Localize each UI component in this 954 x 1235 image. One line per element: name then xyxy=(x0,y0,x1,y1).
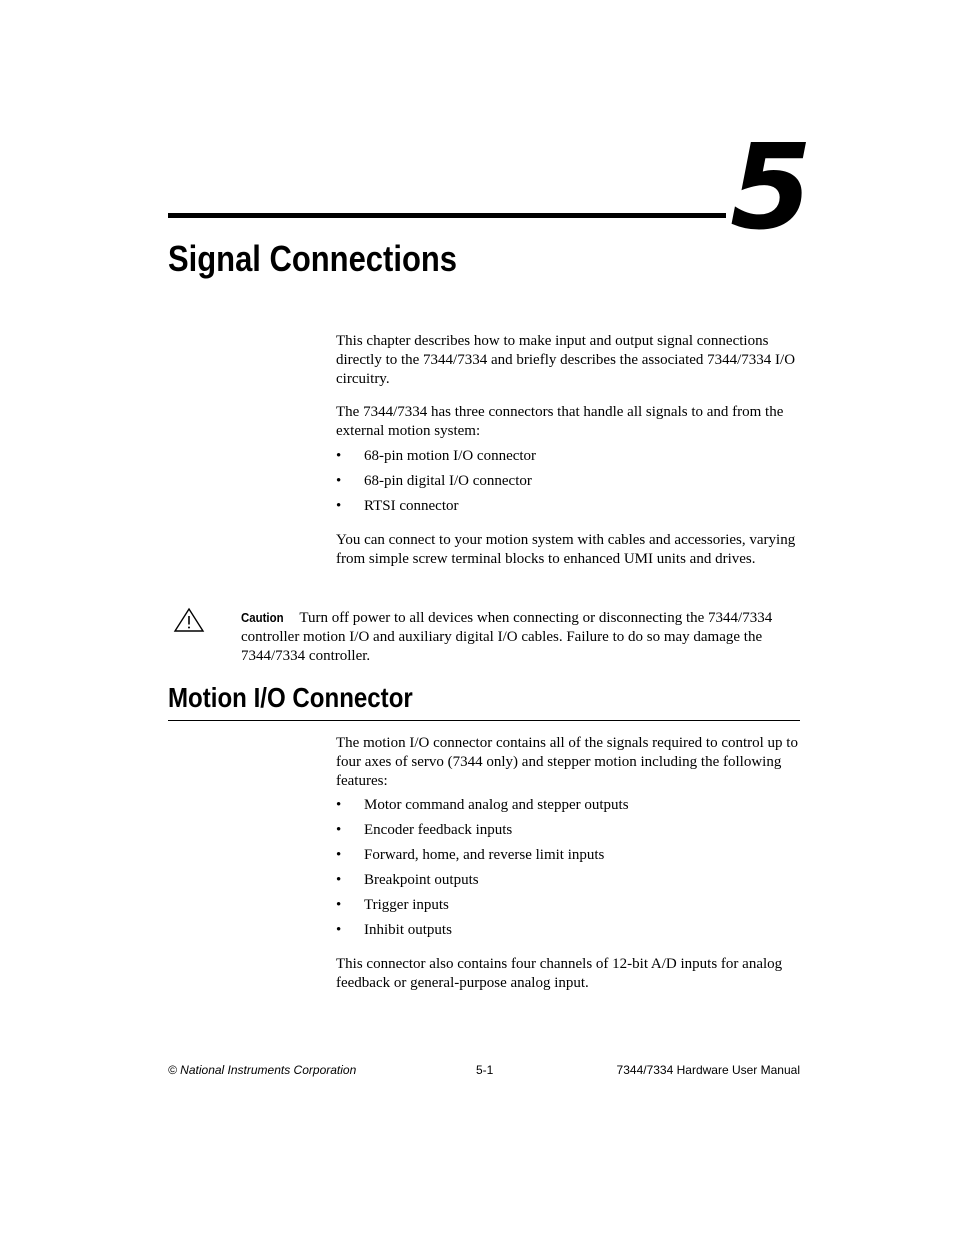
list-item: • Forward, home, and reverse limit inputs xyxy=(336,847,605,863)
chapter-rule xyxy=(168,213,726,218)
warning-triangle-icon xyxy=(173,607,205,633)
bullet-dot: • xyxy=(336,448,342,464)
list-item: • 68-pin motion I/O connector xyxy=(336,448,537,464)
list-item: • Trigger inputs xyxy=(336,897,449,913)
footer-copyright: © National Instruments Corporation xyxy=(168,1063,357,1077)
section-title: Motion I/O Connector xyxy=(168,682,413,713)
section-paragraph-1: The motion I/O connector contains all of the signals required to control up to four axes of servo (7344 only) and stepper motion including the following features: xyxy=(336,735,798,789)
list-item: • Motor command analog and stepper outputs xyxy=(336,797,629,813)
caution-note xyxy=(241,608,801,666)
chapter-number: 5 xyxy=(730,118,811,256)
bullet-dot: • xyxy=(336,822,342,838)
list-item: • 68-pin digital I/O connector xyxy=(336,473,532,489)
bullet-dot: • xyxy=(336,498,342,514)
section-paragraph-2: This connector also contains four channels of 12-bit A/D inputs for analog feedback or general-purpose analog input. xyxy=(336,956,783,991)
bullet-dot: • xyxy=(336,797,342,813)
list-item: • Inhibit outputs xyxy=(336,922,452,938)
features-list xyxy=(336,796,802,946)
caution-label: Caution xyxy=(241,610,284,625)
footer-page-number: 5-1 xyxy=(476,1063,494,1077)
bullet-dot: • xyxy=(336,872,342,888)
intro-paragraph-3: You can connect to your motion system with cables and accessories, varying from simple screw terminal blocks to enhanced UMI units and drives. xyxy=(336,532,796,567)
bullet-dot: • xyxy=(336,897,342,913)
bullet-dot: • xyxy=(336,922,342,938)
connector-list xyxy=(336,447,802,522)
intro-paragraph-2: The 7344/7334 has three connectors that handle all signals to and from the external motion system: xyxy=(336,404,784,439)
bullet-dot: • xyxy=(336,473,342,489)
footer-manual-title: 7344/7334 Hardware User Manual xyxy=(616,1063,800,1077)
bullet-dot: • xyxy=(336,847,342,863)
list-item: • Breakpoint outputs xyxy=(336,872,479,888)
intro-paragraph-1: This chapter describes how to make input and output signal connections directly to the 7344/7334 and briefly describes the associated 7344/7334 I/O circuitry. xyxy=(336,333,796,387)
caution-text: Turn off power to all devices when connecting or disconnecting the 7344/7334 controller motion I/O and auxiliary digital I/O cables. Failure to do so may damage the 7344/7334 controller. xyxy=(241,610,773,664)
chapter-title: Signal Connections xyxy=(168,238,457,279)
section-rule xyxy=(168,720,800,721)
list-item: • Encoder feedback inputs xyxy=(336,822,513,838)
list-item: • RTSI connector xyxy=(336,498,459,514)
